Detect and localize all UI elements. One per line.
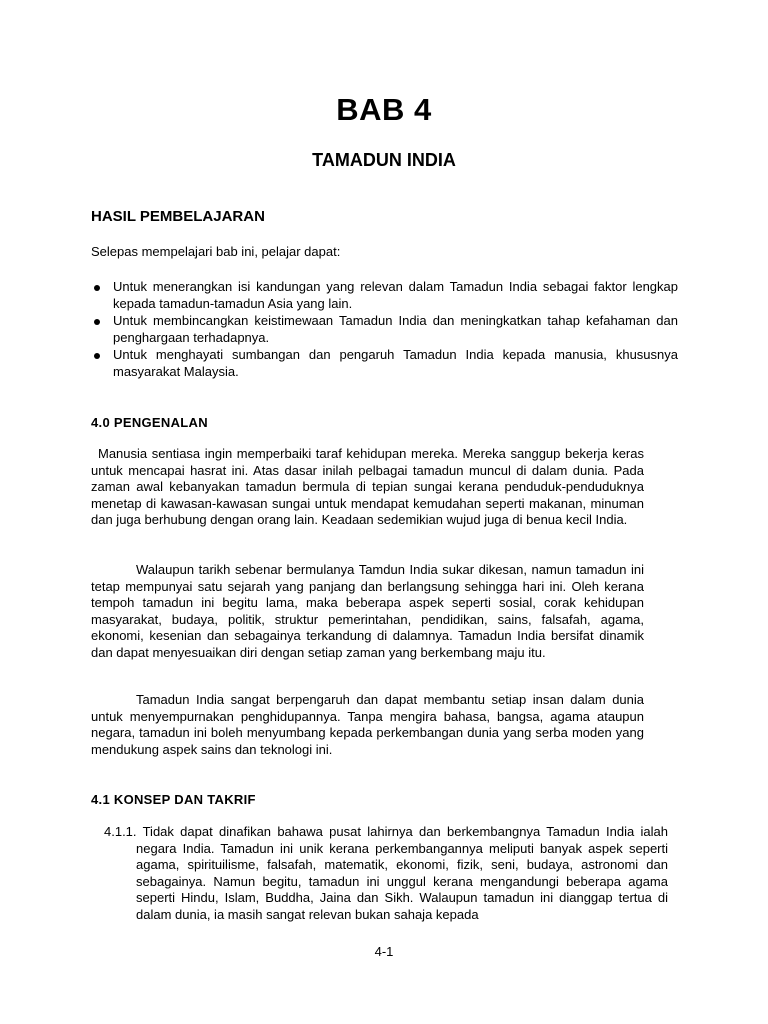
learning-outcomes-heading: HASIL PEMBELAJARAN [91, 208, 265, 225]
chapter-subtitle: TAMADUN INDIA [312, 150, 456, 170]
paragraph: Walaupun tarikh sebenar bermulanya Tamdun India sukar dikesan, namun tamadun ini tetap mempunyai satu sejarah yang panjang dan berlangsung sehingga hari ini. Oleh kerana tempoh tamadun ini begitu lama, maka beberapa aspek seperti sosial, corak kehidupan masyarakat, budaya, politik, struktur pemerintahan, pendidikan, sains, falsafah, agama, ekonomi, kesenian dan sebagainya terkandung di dalamnya. Tamadun India bersifat dinamik dan dapat menyesuaikan diri dengan setiap zaman yang berkembang maju itu. [91, 562, 644, 660]
paragraph: Manusia sentiasa ingin memperbaiki taraf kehidupan mereka. Mereka sanggup bekerja keras untuk mencapai hasrat ini. Atas dasar inilah pelbagai tamadun muncul di dalam dunia. Pada zaman awal kebanyakan tamadun bermula di tepian sungai kerana penduduk-penduduknya menetap di kawasan-kawasan sungai untuk mendapat kemudahan seperti makanan, minuman dan juga berhubung dengan orang lain. Keadaan sedemikian wujud juga di benua kecil India. [91, 446, 644, 528]
list-item [91, 313, 678, 346]
section-heading-introduction: 4.0 PENGENALAN [91, 415, 208, 430]
paragraph: Tamadun India sangat berpengaruh dan dapat membantu setiap insan dalam dunia untuk menyempurnakan penghidupannya. Tanpa mengira bahasa, bangsa, agama ataupun negara, tamadun ini boleh menyumbang kepada perkembangan dunia yang serba moden yang mendukung aspek sains dan teknologi ini. [91, 692, 644, 757]
list-item-text: Untuk membincangkan keistimewaan Tamadun India dan meningkatkan tahap kefahaman dan penghargaan terhadapnya. [113, 313, 678, 345]
bullet-icon [94, 353, 100, 359]
learning-outcomes-intro: Selepas mempelajari bab ini, pelajar dapat: [91, 244, 341, 259]
list-item-text: Untuk menghayati sumbangan dan pengaruh Tamadun India kepada manusia, khususnya masyarakat Malaysia. [113, 347, 678, 379]
bullet-icon [94, 319, 100, 325]
list-item-text: Untuk menerangkan isi kandungan yang relevan dalam Tamadun India sebagai faktor lengkap kepada tamadun-tamadun Asia yang lain. [113, 279, 678, 311]
list-item [91, 279, 678, 312]
point-text: Tidak dapat dinafikan bahawa pusat lahirnya dan berkembangnya Tamadun India ialah negara India. Tamadun ini unik kerana perkembangannya meliputi banyak aspek seperti agama, spirituilisme, falsafah, matematik, ekonomi, fizik, seni, budaya, astronomi dan sebagainya. Namun begitu, tamadun ini unggul kerana mengandungi beberapa agama seperti Hindu, Islam, Buddha, Jaina dan Sikh. Walaupun tamadun ini dianggap tertua di dalam dunia, ia masih sangat relevan bukan sahaja kepada [136, 824, 668, 922]
section-heading-concept: 4.1 KONSEP DAN TAKRIF [91, 792, 256, 807]
point-number: 4.1.1. [104, 824, 137, 839]
numbered-point [104, 824, 668, 924]
bullet-icon [94, 285, 100, 291]
learning-outcomes-list [91, 279, 678, 381]
chapter-title: BAB 4 [336, 92, 432, 127]
page-number: 4-1 [374, 944, 394, 959]
list-item [91, 347, 678, 380]
